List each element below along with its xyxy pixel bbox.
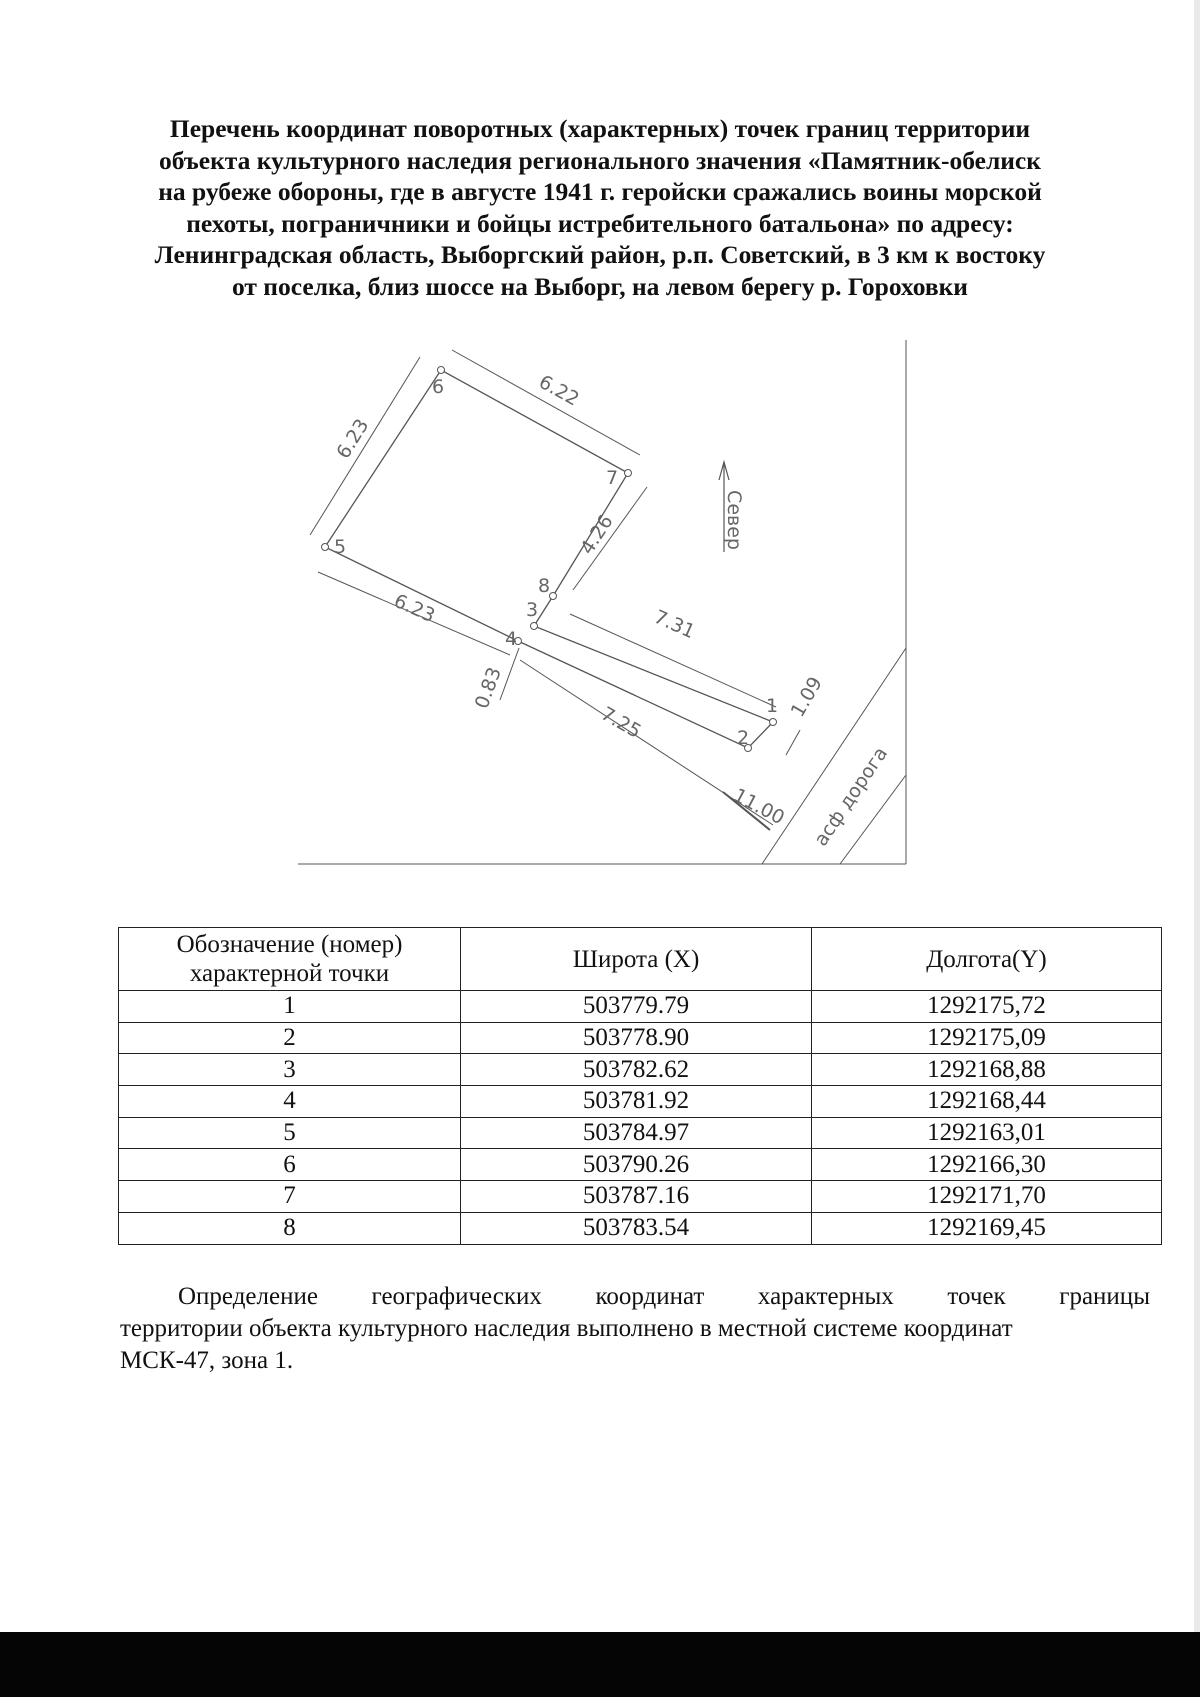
dimension-label: 6.23 — [390, 589, 439, 628]
note-line: территории объекта культурного наследия выполнено в местной системе координат — [120, 1315, 1013, 1342]
dimension-label: 11.00 — [729, 784, 788, 830]
table-row — [119, 1117, 1162, 1149]
document-title — [120, 113, 1080, 302]
table-cell: 1 — [119, 991, 461, 1023]
table-cell: 503784.97 — [461, 1117, 812, 1149]
boundary-point-marker — [770, 719, 777, 726]
table-cell: 3 — [119, 1054, 461, 1086]
table-cell: 1292169,45 — [812, 1212, 1162, 1244]
boundary-point-marker — [438, 367, 445, 374]
table-cell: 1292168,44 — [812, 1086, 1162, 1118]
table-cell: 1292171,70 — [812, 1181, 1162, 1213]
dimension-line — [452, 350, 640, 455]
title-line: Перечень координат поворотных (характерных) точек границ территории — [169, 114, 1031, 143]
table-cell: 4 — [119, 1086, 461, 1118]
title-line: объекта культурного наследия регионального значения «Памятник-обелиск — [159, 145, 1041, 175]
table-cell: 8 — [119, 1212, 461, 1244]
column-header: Обозначение (номер) характерной точки — [119, 928, 461, 991]
title-line: на рубеже обороны, где в августе 1941 г. геройски сражались воины морской — [158, 177, 1042, 206]
table-cell: 1292163,01 — [812, 1117, 1162, 1149]
table-cell: 1292175,72 — [812, 991, 1162, 1023]
table-row — [119, 991, 1162, 1023]
page-edge-shadow — [1194, 0, 1200, 1632]
boundary-point-marker — [625, 470, 632, 477]
column-header: Широта (X) — [461, 928, 812, 991]
point-label: 1 — [766, 695, 779, 717]
title-line: Ленинградская область, Выборгский район, р.п. Советский, в 3 км к востоку — [154, 240, 1046, 269]
table-cell: 503779.79 — [461, 991, 812, 1023]
table-cell: 503781.92 — [461, 1086, 812, 1118]
boundary-point-marker — [550, 593, 557, 600]
boundary-plan-drawing — [290, 330, 920, 875]
table-header-row — [119, 928, 1162, 991]
boundary-plan — [290, 330, 920, 875]
table-cell: 503790.26 — [461, 1149, 812, 1181]
table-row — [119, 1181, 1162, 1213]
note-line: Определение географических координат характерных точек границы — [178, 1283, 1150, 1310]
table-cell: 503787.16 — [461, 1181, 812, 1213]
table-row — [119, 1022, 1162, 1054]
point-label: 6 — [432, 376, 445, 398]
dimension-line — [786, 730, 800, 755]
table-cell: 6 — [119, 1149, 461, 1181]
scan-bottom-border — [0, 1632, 1200, 1697]
road-label: асф дорога — [809, 743, 893, 851]
column-header: Долгота(Y) — [812, 928, 1162, 991]
table-row — [119, 1149, 1162, 1181]
table-cell: 7 — [119, 1181, 461, 1213]
table-row — [119, 1212, 1162, 1244]
table-cell: 2 — [119, 1022, 461, 1054]
table-row — [119, 1054, 1162, 1086]
dimension-label: 7.31 — [650, 605, 699, 644]
coordinate-system-note — [120, 1281, 1150, 1377]
north-label: Север — [723, 490, 745, 550]
table-cell: 1292175,09 — [812, 1022, 1162, 1054]
title-line: от поселка, близ шоссе на Выборг, на левом берегу р. Гороховки — [231, 271, 968, 301]
dimension-label: 1.09 — [786, 673, 827, 721]
coordinates-table — [118, 927, 1162, 1245]
title-line: пехоты, пограничники и бойцы истребительного батальона» по адресу: — [186, 208, 1014, 238]
boundary-outline — [325, 370, 773, 748]
note-line: МСК-47, зона 1. — [120, 1347, 294, 1374]
dimension-label: 4.26 — [576, 510, 618, 559]
table-cell: 503783.54 — [461, 1212, 812, 1244]
table-cell: 503778.90 — [461, 1022, 812, 1054]
dimension-line — [310, 357, 420, 535]
point-label: 2 — [737, 727, 750, 749]
point-label: 4 — [505, 628, 518, 650]
dimension-label: 6.22 — [535, 370, 583, 411]
point-label: 3 — [526, 599, 539, 621]
table-cell: 5 — [119, 1117, 461, 1149]
boundary-point-marker — [531, 623, 538, 630]
point-label: 5 — [334, 536, 347, 558]
table-cell: 1292166,30 — [812, 1149, 1162, 1181]
point-label: 7 — [606, 467, 619, 489]
table-row — [119, 1086, 1162, 1118]
boundary-point-marker — [322, 544, 329, 551]
table-cell: 1292168,88 — [812, 1054, 1162, 1086]
dimension-label: 6.23 — [332, 415, 374, 463]
point-label: 8 — [538, 575, 551, 597]
dimension-label: 0.83 — [470, 664, 506, 712]
dimension-label: 7.25 — [597, 702, 645, 743]
table-cell: 503782.62 — [461, 1054, 812, 1086]
